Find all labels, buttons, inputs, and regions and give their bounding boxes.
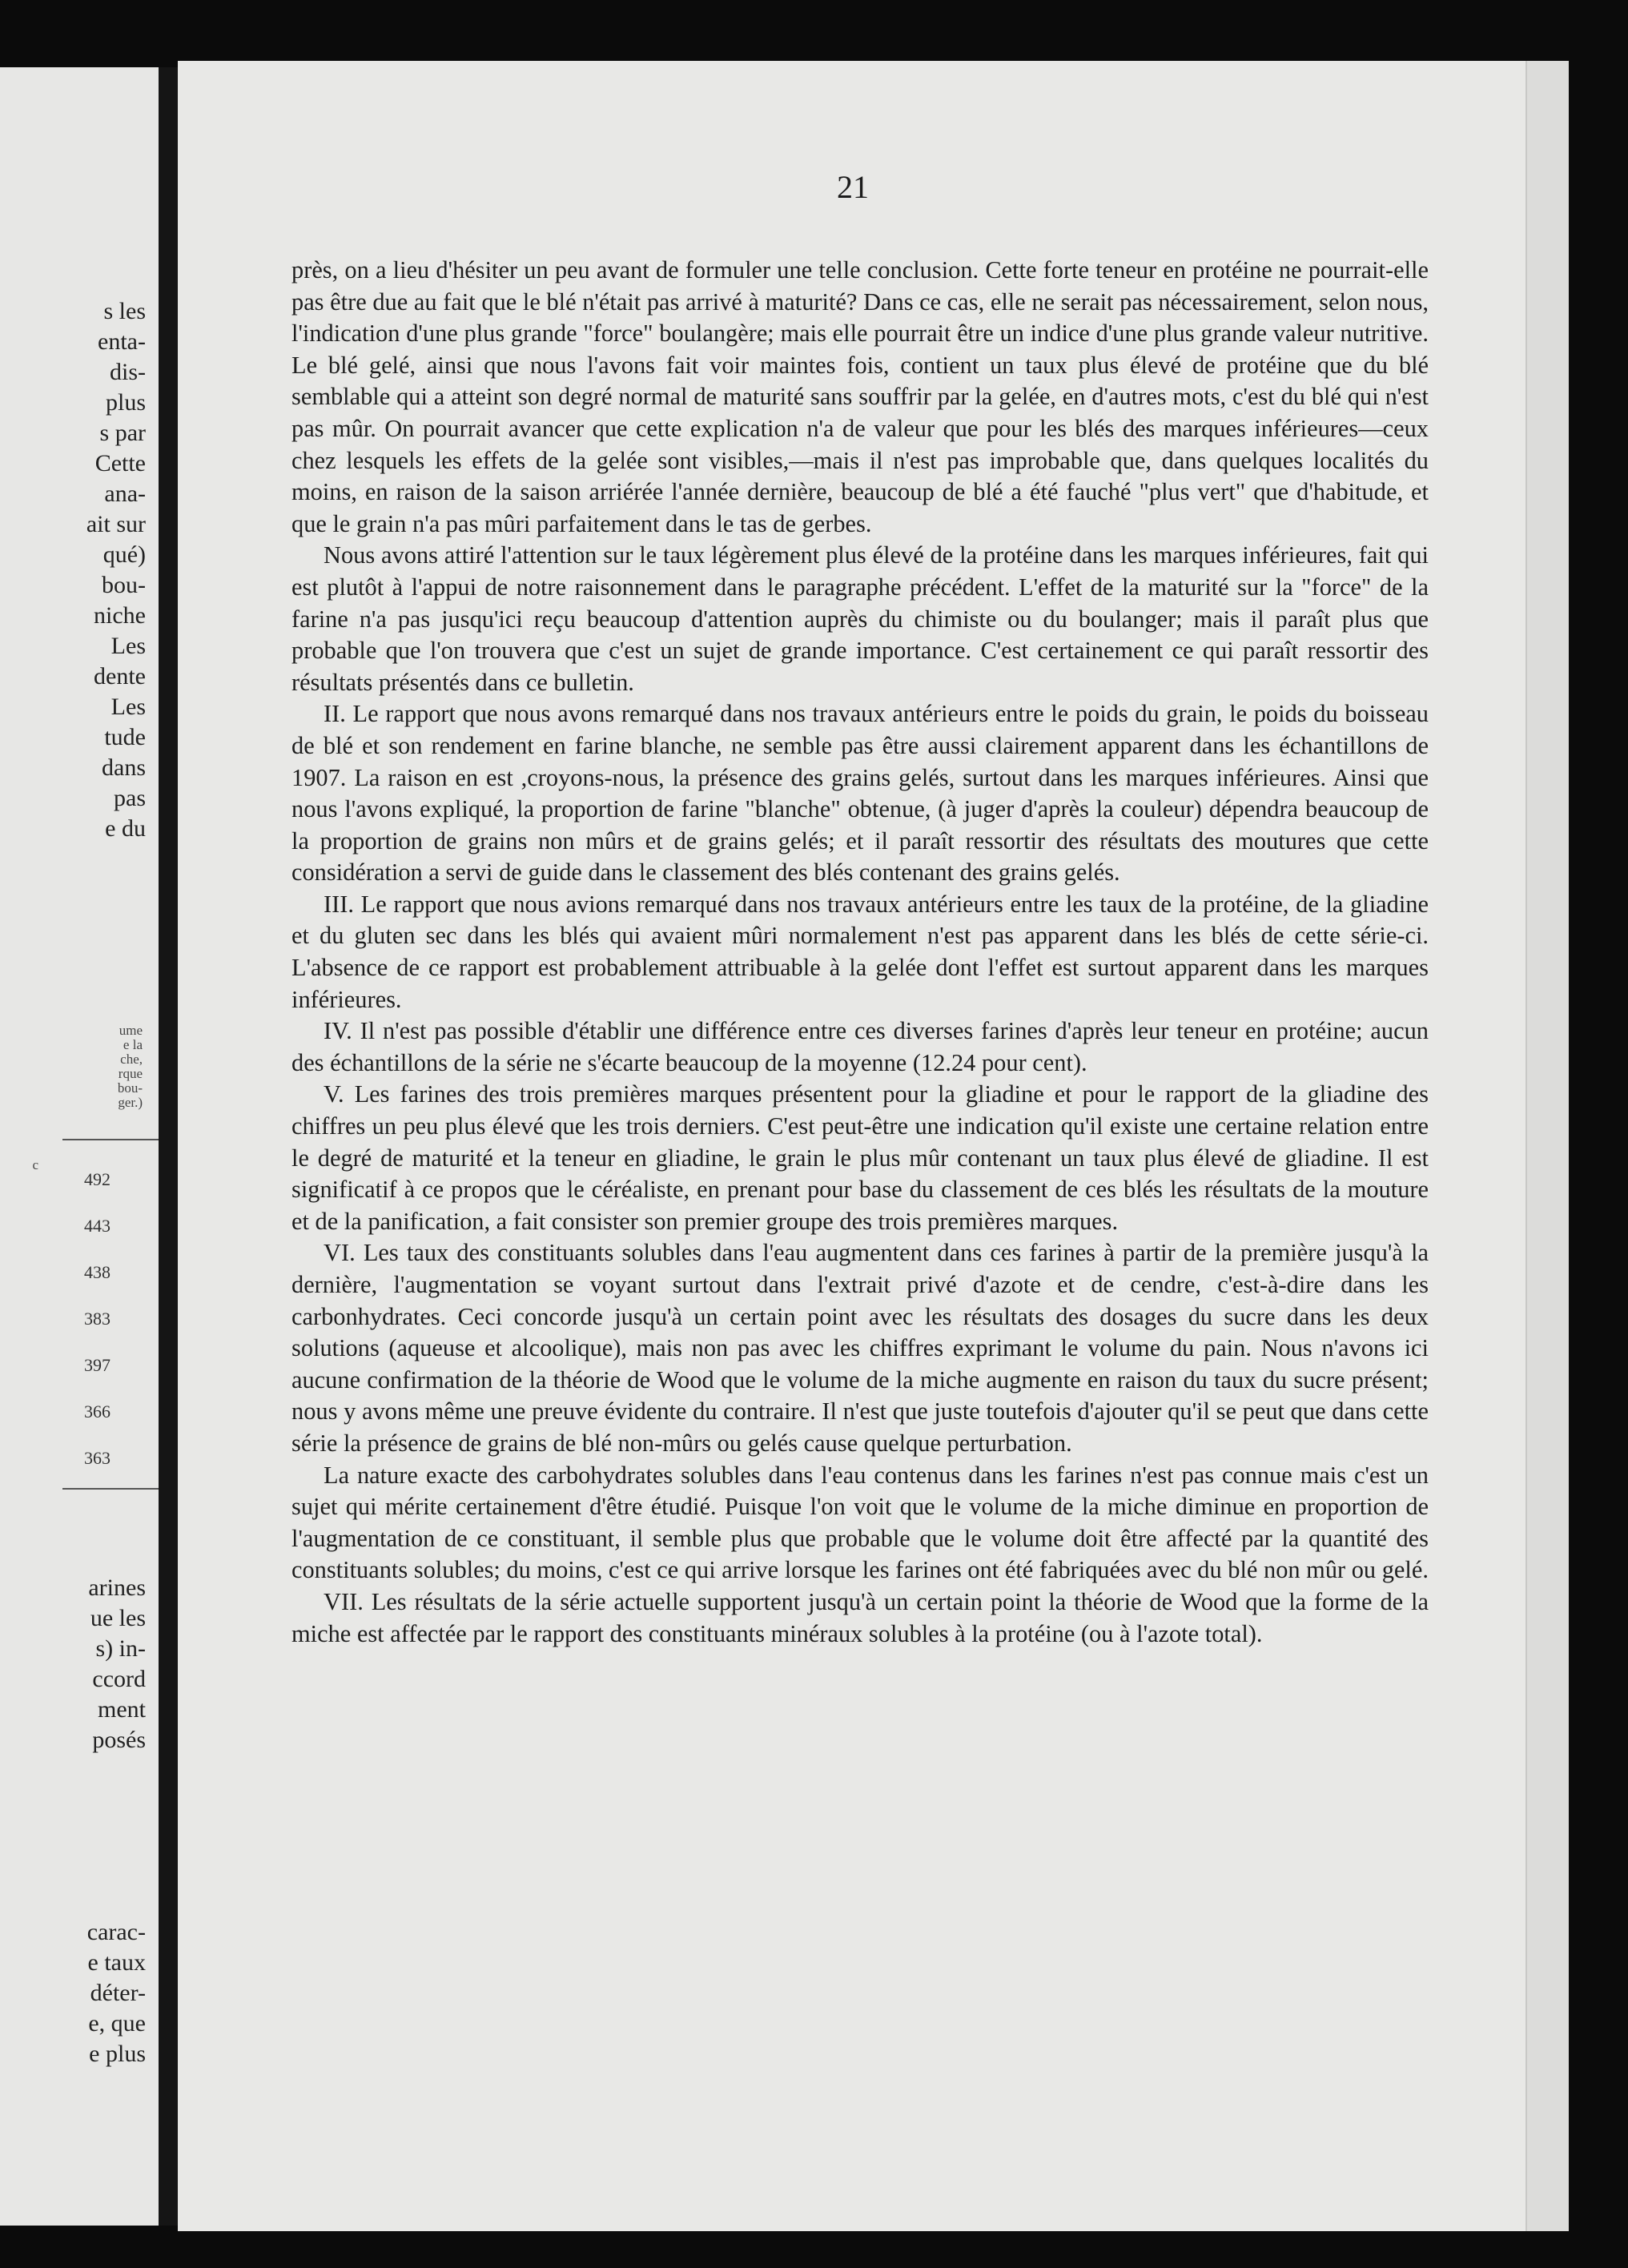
table-value: 492 [84, 1169, 111, 1189]
table-rule [62, 1139, 159, 1140]
paragraph: Nous avons attiré l'attention sur le taux légèrement plus élevé de la protéine dans les marques inférieures, fait qui est plutôt à l'appui de notre raisonnement dans le paragraphe précédent. L'effet de la maturité sur la "force" de la farine n'a pas jusqu'ici reçu beaucoup d'attention auprès du chimiste ou du boulanger; mais il paraît plus que probable que l'on trouvera que c'est un sujet de grande importance. C'est certainement ce qui paraît ressortir des résultats présentés dans ce bulletin. [291, 541, 1429, 696]
prev-text-fragment: ait sur [86, 511, 146, 537]
prev-text-fragment: ana- [104, 481, 146, 507]
paragraph: La nature exacte des carbohydrates solubles dans l'eau contenus dans les farines n'est pas connue mais c'est un sujet qui mérite certainement d'être étudié. Puisque l'on voit que le volume de la miche diminue en proportion de l'augmentation de ce constituant, il semble plus que probable que le volume doit être affecté par la quantité des constituants solubles; du moins, c'est ce qui arrive lorsque les farines ont été fabriquées avec du blé non mûr ou gelé. [291, 1461, 1429, 1584]
table-value: 383 [84, 1309, 111, 1329]
paragraph-section-ii: II. Le rapport que nous avons remarqué dans nos travaux antérieurs entre le poids du grain, le poids du boisseau de blé et son rendement en farine blanche, ne semble pas être aussi clairement apparent dans les échantillons de 1907. La raison en est ,croyons-nous, la présence des grains gelés, surtout dans les marques inférieures. Ainsi que nous l'avons expliqué, la proportion de farine "blanche" obtenue, (à juger d'après la couleur) dépendra beaucoup de la proportion de grains non mûrs et de grains gelés; et il paraît ressortir des résultats des moutures que cette considération a servi de guide dans le classement des blés contenant des grains gelés. [291, 700, 1429, 887]
prev-text-fragment: ue les [90, 1605, 146, 1631]
prev-note-fragment: e la [123, 1037, 143, 1052]
prev-text-fragment: dis- [110, 359, 146, 385]
prev-text-fragment: e taux [87, 1949, 146, 1976]
paragraph-section-iv: IV. Il n'est pas possible d'établir une différence entre ces diverses farines d'après leur teneur en protéine; aucun des échantillons de la série ne s'écarte beaucoup de la moyenne (12.24 pour cent). [291, 1017, 1429, 1076]
prev-note-fragment: bou- [117, 1080, 143, 1096]
prev-text-fragment: dans [102, 754, 146, 781]
prev-text-fragment: e du [105, 815, 146, 842]
page-body [291, 255, 1429, 1650]
paragraph-section-iii: III. Le rapport que nous avions remarqué dans nos travaux antérieurs entre les taux de la protéine, de la gliadine et du gluten sec dans les blés qui avaient mûri normalement n'est pas apparent dans les blés de cette série-ci. L'absence de ce rapport est probablement attribuable à la gelée dont l'effet est surtout apparent dans les marques inférieures. [291, 890, 1429, 1013]
prev-text-fragment: ment [98, 1696, 146, 1723]
page-gutter [159, 67, 178, 2226]
prev-text-fragment: carac- [86, 1919, 146, 1945]
prev-text-fragment: e plus [89, 2041, 146, 2067]
prev-text-fragment: arines [88, 1574, 146, 1601]
paragraph-section-vii: VII. Les résultats de la série actuelle supportent jusqu'à un certain point la théorie de Wood que la forme de la miche est affectée par le rapport des constituants minéraux solubles à la protéine (ou à l'azote total). [291, 1587, 1429, 1647]
prev-text-fragment: qué) [103, 541, 146, 568]
prev-text-fragment: niche [94, 602, 146, 629]
table-marker: c [32, 1157, 38, 1172]
table-rule [62, 1488, 159, 1490]
prev-text-fragment: enta- [98, 328, 146, 355]
prev-text-fragment: Les [111, 694, 146, 720]
prev-text-fragment: Cette [94, 450, 146, 477]
paragraph: près, on a lieu d'hésiter un peu avant de formuler une telle conclusion. Cette forte teneur en protéine ne pourrait-elle pas être due au fait que le blé n'était pas arrivé à maturité? Dans ce cas, elle ne serait pas nécessairement, selon nous, l'indication d'une plus grande "force" boulangère; mais elle pourrait être un indice d'une plus grande valeur nutritive. Le blé gelé, ainsi que nous l'avons fait voir maintes fois, contient un taux plus élevé de protéine que du blé semblable qui a atteint son degré normal de maturité sans souffrir par la gelée, en d'autres mots, c'est du blé qui n'est pas mûr. On pourrait avancer que cette explication n'a de valeur que pour les blés des marques inférieures—ceux chez lesquels les effets de la gelée sont visibles,—mais il n'est pas improbable que, dans quelques localités du moins, en raison de la saison arriérée l'année dernière, beaucoup de blé a été fauché "plus vert" que d'habitude, et que le grain n'a pas mûri parfaitement dans le tas de gerbes. [291, 256, 1429, 537]
table-value: 443 [84, 1216, 111, 1236]
paragraph-section-v: V. Les farines des trois premières marques présentent pour la gliadine et pour le rapport de la gliadine des chiffres un peu plus élevé que les trois derniers. C'est peut-être une indication qu'il existe une certaine relation entre le degré de maturité et la teneur en gliadine, le grain le plus mûr contenant un taux plus élevé de gliadine. Il est significatif à ce propos que le céréaliste, en prenant pour base du classement de ces blés les résultats de la mouture et de la panification, a fait consister son premier groupe des trois premières marques. [291, 1080, 1429, 1235]
prev-text-fragment: dente [94, 663, 146, 690]
prev-text-fragment: Les [111, 633, 146, 659]
prev-text-fragment: ccord [92, 1666, 146, 1692]
page-number: 21 [837, 169, 869, 205]
prev-text-fragment: e, que [88, 2010, 146, 2037]
prev-text-fragment: posés [92, 1727, 146, 1753]
prev-text-fragment: bou- [102, 572, 146, 598]
table-value: 366 [84, 1401, 111, 1422]
prev-text-fragment: s les [103, 298, 146, 324]
prev-text-fragment: pas [114, 785, 146, 811]
prev-note-fragment: ume [119, 1023, 143, 1038]
page-edge [1525, 61, 1569, 2231]
prev-note-fragment: ger.) [118, 1095, 143, 1110]
prev-note-fragment: che, [120, 1052, 143, 1067]
paragraph-section-vi: VI. Les taux des constituants solubles dans l'eau augmentent dans ces farines à partir de la première jusqu'à la dernière, l'augmentation se voyant surtout dans l'extrait privé d'azote et de cendre, c'est-à-dire dans les carbonhydrates. Ceci concorde jusqu'à un certain point avec les résultats des dosages du sucre dans les deux solutions (aqueuse et alcoolique), mais non pas avec les chiffres exprimant le volume du pain. Nous n'avons ici aucune confirmation de la théorie de Wood que le volume de la miche augmente en raison du taux du sucre présent; nous y avons même une preuve évidente du contraire. Il n'est que juste toutefois d'ajouter qu'il se peut que dans cette série la présence de grains de blé non-mûrs ou gelés cause quelque perturbation. [291, 1239, 1429, 1457]
prev-text-fragment: s) in- [95, 1635, 146, 1662]
prev-text-fragment: déter- [90, 1980, 146, 2006]
prev-text-fragment: s par [99, 420, 146, 446]
table-value: 397 [84, 1355, 111, 1375]
prev-text-fragment: tude [104, 724, 146, 750]
table-value: 363 [84, 1448, 111, 1468]
previous-page [0, 67, 159, 2226]
prev-text-fragment: plus [105, 389, 146, 416]
table-value: 438 [84, 1262, 111, 1282]
prev-note-fragment: rque [118, 1066, 143, 1081]
